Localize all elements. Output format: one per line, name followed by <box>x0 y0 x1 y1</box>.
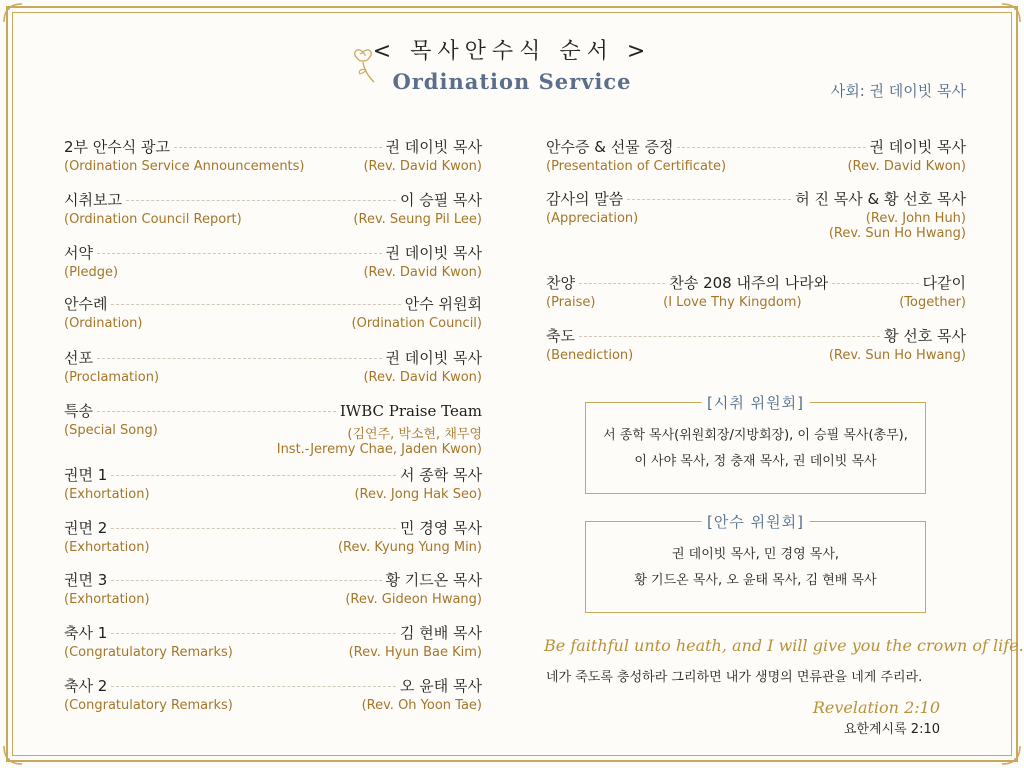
item-title-en: (Presentation of Certificate) <box>546 159 727 174</box>
item-title-en: (Benediction) <box>546 348 634 363</box>
person-extra: (Rev. Sun Ho Hwang) <box>828 226 966 241</box>
item-title-ko: 축사 1 <box>64 624 108 642</box>
box-title: [안수 위원회] <box>701 511 810 532</box>
item-title-en: (Ordination Council Report) <box>64 212 242 227</box>
item-title-en: (Exhortation) <box>64 592 150 607</box>
person-ko: 권 데이빗 목사 <box>869 138 966 156</box>
leader-line <box>111 528 396 529</box>
leader-line <box>579 283 665 284</box>
leader-line <box>111 580 381 581</box>
item-title-en: (Appreciation) <box>546 211 639 226</box>
corner-ornament-icon <box>2 2 24 24</box>
leader-line <box>111 633 396 634</box>
person-ko: 황 기드온 목사 <box>385 571 482 589</box>
person-ko: 서 종학 목사 <box>400 466 482 484</box>
item-title-ko: 2부 안수식 광고 <box>64 138 171 156</box>
item-title-en: (Exhortation) <box>64 487 150 502</box>
leader-line <box>111 475 396 476</box>
box-body <box>586 403 925 475</box>
person-ko: 황 선호 목사 <box>884 327 966 345</box>
program-item <box>64 675 482 713</box>
leader-line <box>97 411 336 412</box>
verse-korean: 네가 죽도록 충성하라 그리하면 내가 생명의 면류관을 네게 주리라. <box>546 670 923 685</box>
item-title-ko: 안수증 & 선물 증정 <box>546 138 674 156</box>
program-item <box>64 400 482 457</box>
title-korean: < 목사안수식 순서 > <box>372 39 652 64</box>
leader-line <box>174 147 381 148</box>
leader-line <box>579 336 880 337</box>
verse-reference-english: Revelation 2:10 <box>812 698 940 717</box>
ordination-council-box <box>585 513 926 613</box>
person-en: (Rev. David Kwon) <box>847 159 966 174</box>
person-en: (Ordination Council) <box>351 316 482 331</box>
item-title-ko: 찬양 <box>546 274 575 292</box>
person-en: (김연주, 박소현, 채무영 <box>347 427 482 442</box>
item-title-ko: 권면 2 <box>64 519 108 537</box>
hymn-title-en: (I Love Thy Kingdom) <box>663 295 802 310</box>
box-line: 서 종학 목사(위원회장/지방회장), 이 승필 목사(총무), <box>603 428 908 443</box>
corner-ornament-icon <box>1000 2 1022 24</box>
program-item <box>64 347 482 385</box>
person-ko: 민 경영 목사 <box>400 519 482 537</box>
leader-line <box>97 253 382 254</box>
hymn-title-ko: 찬송 208 내주의 나라와 <box>669 274 829 292</box>
item-title-en: (Ordination) <box>64 316 143 331</box>
item-title-ko: 서약 <box>64 244 93 262</box>
leader-line <box>832 283 918 284</box>
item-title-en: (Special Song) <box>64 423 158 438</box>
box-title: [시취 위원회] <box>701 392 810 413</box>
person-ko: 권 데이빗 목사 <box>385 138 482 156</box>
person-en: (Rev. David Kwon) <box>363 159 482 174</box>
item-title-ko: 축도 <box>546 327 575 345</box>
item-title-en: (Pledge) <box>64 265 119 280</box>
moderator-label: 사회: 권 데이빗 목사 <box>830 82 966 100</box>
item-title-en: (Exhortation) <box>64 540 150 555</box>
item-title-en: (Proclamation) <box>64 370 160 385</box>
box-line: 권 데이빗 목사, 민 경영 목사, <box>671 547 840 562</box>
verse-reference-korean: 요한계시록 2:10 <box>843 722 940 737</box>
item-title-ko: 감사의 말씀 <box>546 190 624 208</box>
leader-line <box>111 304 400 305</box>
person-ko: 이 승필 목사 <box>400 191 482 209</box>
person-ko: 권 데이빗 목사 <box>385 244 482 262</box>
examination-council-box <box>585 394 926 494</box>
program-item <box>546 325 966 363</box>
person-en: (Rev. Gideon Hwang) <box>345 592 482 607</box>
person-en: (Rev. Sun Ho Hwang) <box>828 348 966 363</box>
person-en: (Rev. Oh Yoon Tae) <box>361 698 482 713</box>
item-title-ko: 권면 1 <box>64 466 108 484</box>
program-item <box>64 242 482 280</box>
person-ko: 오 윤태 목사 <box>400 677 482 695</box>
program-item <box>546 136 966 174</box>
item-title-en: (Ordination Service Announcements) <box>64 159 305 174</box>
leader-line <box>126 200 396 201</box>
item-title-ko: 권면 3 <box>64 571 108 589</box>
person-en: (Rev. David Kwon) <box>363 370 482 385</box>
person-ko: 허 진 목사 & 황 선호 목사 <box>795 190 966 208</box>
program-item <box>64 189 482 227</box>
box-line: 황 기드온 목사, 오 윤태 목사, 김 현배 목사 <box>634 573 877 588</box>
person-en: (Rev. Hyun Bae Kim) <box>348 645 482 660</box>
item-title-ko: 특송 <box>64 402 93 420</box>
corner-ornament-icon <box>2 744 24 766</box>
program-item <box>64 136 482 174</box>
item-title-en: (Congratulatory Remarks) <box>64 645 233 660</box>
person-ko: 김 현배 목사 <box>400 624 482 642</box>
program-item <box>546 272 966 310</box>
person-ko: 다같이 <box>922 274 967 292</box>
program-item <box>546 188 966 241</box>
item-title-en: (Praise) <box>546 295 596 310</box>
person-en: (Rev. John Huh) <box>865 211 966 226</box>
person-en: (Rev. Jong Hak Seo) <box>354 487 482 502</box>
person-ko: 권 데이빗 목사 <box>385 349 482 367</box>
leader-line <box>97 358 382 359</box>
leader-line <box>627 199 791 200</box>
program-item <box>64 464 482 502</box>
title-english: Ordination Service <box>392 69 632 94</box>
program-item <box>64 622 482 660</box>
box-body <box>586 522 925 594</box>
verse-english: Be faithful unto heath, and I will give you the crown of life. <box>544 636 1024 655</box>
leader-line <box>677 147 865 148</box>
item-title-ko: 축사 2 <box>64 677 108 695</box>
person-en: (Rev. David Kwon) <box>363 265 482 280</box>
person-extra: Inst.-Jeremy Chae, Jaden Kwon) <box>276 442 482 457</box>
person-en: (Rev. Seung Pil Lee) <box>353 212 482 227</box>
item-title-ko: 안수례 <box>64 295 108 313</box>
person-en: (Together) <box>899 295 966 310</box>
program-item <box>64 517 482 555</box>
corner-ornament-icon <box>1000 744 1022 766</box>
item-title-ko: 선포 <box>64 349 93 367</box>
item-title-en: (Congratulatory Remarks) <box>64 698 233 713</box>
person-ko: IWBC Praise Team <box>339 402 482 420</box>
leader-line <box>111 686 396 687</box>
box-line: 이 사야 목사, 정 충재 목사, 권 데이빗 목사 <box>634 454 877 469</box>
person-en: (Rev. Kyung Yung Min) <box>337 540 482 555</box>
program-item <box>64 569 482 607</box>
item-title-ko: 시취보고 <box>64 191 122 209</box>
program-item <box>64 293 482 331</box>
person-ko: 안수 위원회 <box>404 295 482 313</box>
